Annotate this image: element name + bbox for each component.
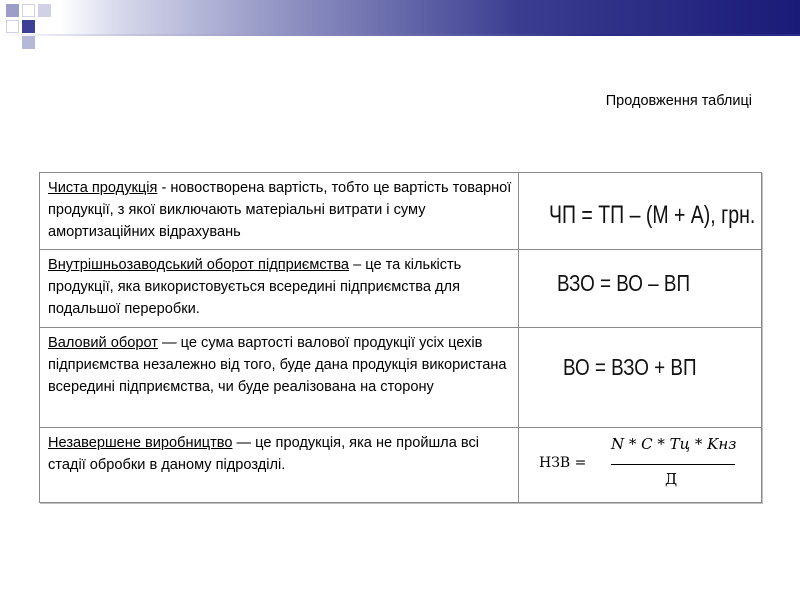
formula-cell [519,173,761,249]
header-band [0,0,800,34]
decorative-square [22,20,35,33]
table-row [40,250,761,328]
formula: ВО = ВЗО + ВП [563,354,697,380]
decorative-square [22,36,35,49]
fraction-bar [611,464,735,465]
formula-cell [519,428,761,502]
formula-cell [519,250,761,327]
formula-denominator: Д [665,470,678,488]
table-row [40,328,761,428]
formula: ВЗО = ВО – ВП [557,270,691,296]
definitions-table [39,172,762,503]
decorative-square [22,4,35,17]
definition-text: – це та кількість продукції, яка використовується всередині підприємства для подальшої переробки. [48,257,462,317]
formula-lhs: НЗВ = [539,455,587,471]
term: Чиста продукція [48,180,158,196]
fraction-formula [539,434,759,498]
formula-numerator: N * C * Tц * Kнз [611,435,737,453]
definition-text: — це продукція, яка не пройшла всі стадії обробки в даному підрозділі. [48,435,479,473]
term: Внутрішньозаводський оборот підприємства [48,257,350,273]
header-band-line [0,34,800,36]
definition-cell [40,250,519,327]
decorative-square [6,20,19,33]
definition-cell [40,428,519,502]
table-continuation-caption: Продовження таблиці [605,93,752,109]
term: Незавершене виробництво [48,435,233,451]
formula-cell [519,328,761,427]
definition-text: — це сума вартості валової продукції усіх цехів підприємства незалежно від того, буде дана продукція використана всередині підприємства, чи буде реалізована на сторону [48,335,507,395]
table-row [40,428,761,502]
term: Валовий оборот [48,335,158,351]
definition-cell [40,328,519,427]
decorative-square [38,4,51,17]
definition-cell [40,173,519,249]
decorative-square [6,4,19,17]
formula: ЧП = ТП – (М + А), грн. [549,201,756,229]
table-row [40,173,761,250]
definition-text: - новостворена вартість, тобто це вартість товарної продукції, з якої виключають матеріальні витрати і суму амортизаційних відрахувань [48,180,512,240]
